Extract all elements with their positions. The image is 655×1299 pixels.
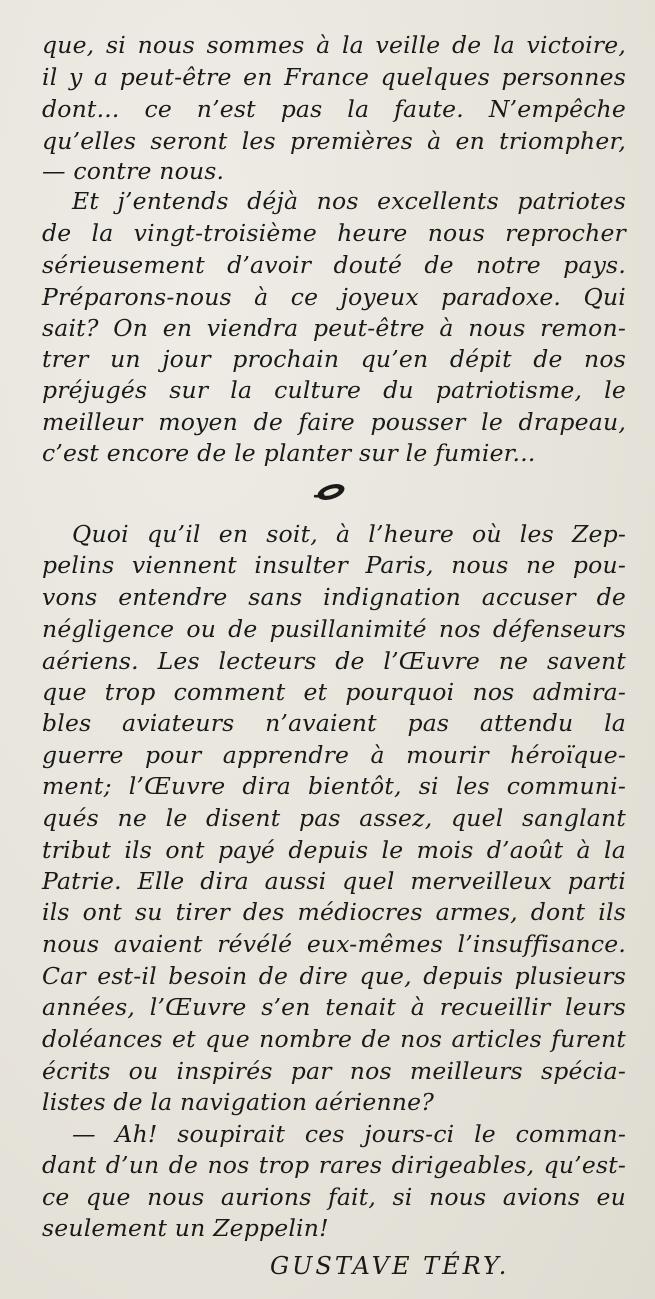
text-line: seulement un Zeppelin! <box>42 1214 329 1242</box>
text-line: sérieusement d’avoir douté de notre pays. <box>42 251 626 279</box>
text-line: vons entendre sans indignation accuser de <box>42 583 626 611</box>
text-line: tribut ils ont payé depuis le mois d’août à la <box>42 836 626 864</box>
text-line: ce que nous aurions fait, si nous avions eu <box>42 1183 626 1211</box>
text-line: Quoi qu’il en soit, à l’heure où les Zep- <box>72 520 626 548</box>
text-line: bles aviateurs n’avaient pas attendu la <box>42 709 626 737</box>
leaf-fleuron-icon <box>310 480 350 504</box>
text-line: — contre nous. <box>42 157 225 185</box>
text-line: guerre pour apprendre à mourir héroïque- <box>42 741 626 769</box>
text-line: trer un jour prochain qu’en dépit de nos <box>42 345 626 373</box>
text-line: préjugés sur la culture du patriotisme, le <box>42 376 626 404</box>
text-line: — Ah! soupirait ces jours-ci le comman- <box>72 1120 626 1148</box>
text-line: nous avaient révélé eux-mêmes l’insuffisance. <box>42 930 626 958</box>
text-line: listes de la navigation aérienne? <box>42 1088 435 1116</box>
text-line: ils ont su tirer des médiocres armes, dont ils <box>42 898 626 926</box>
text-line: dont... ce n’est pas la faute. N’empêche <box>42 95 626 123</box>
text-line: pelins viennent insulter Paris, nous ne pou- <box>42 551 626 579</box>
text-line: il y a peut-être en France quelques personnes <box>42 63 626 91</box>
text-line: c’est encore de le planter sur le fumier... <box>42 439 536 467</box>
text-line: négligence ou de pusillanimité nos défenseurs <box>42 615 626 643</box>
author-signature: GUSTAVE TÉRY. <box>270 1252 510 1280</box>
text-line: que, si nous sommes à la veille de la victoire, <box>42 31 626 59</box>
text-line: doléances et que nombre de nos articles furent <box>42 1025 626 1053</box>
text-line: sait? On en viendra peut-être à nous remon- <box>42 314 626 342</box>
text-line: aériens. Les lecteurs de l’Œuvre ne savent <box>42 647 626 675</box>
text-line: qu’elles seront les premières à en triompher, <box>42 127 626 155</box>
text-line: années, l’Œuvre s’en tenait à recueillir leurs <box>42 993 626 1021</box>
text-line: Car est-il besoin de dire que, depuis plusieurs <box>42 962 626 990</box>
text-line: que trop comment et pourquoi nos admira- <box>42 678 626 706</box>
text-line: qués ne le disent pas assez, quel sanglant <box>42 804 626 832</box>
text-line: Patrie. Elle dira aussi quel merveilleux parti <box>42 867 626 895</box>
text-line: ment; l’Œuvre dira bientôt, si les communi- <box>42 772 626 800</box>
text-line: dant d’un de nos trop rares dirigeables, qu’est- <box>42 1151 626 1179</box>
text-line: Préparons-nous à ce joyeux paradoxe. Qui <box>42 283 626 311</box>
text-line: meilleur moyen de faire pousser le drapeau, <box>42 408 626 436</box>
text-line: écrits ou inspirés par nos meilleurs spécia- <box>42 1057 626 1085</box>
text-line: Et j’entends déjà nos excellents patriotes <box>72 187 626 215</box>
text-line: de la vingt-troisième heure nous reprocher <box>42 219 626 247</box>
